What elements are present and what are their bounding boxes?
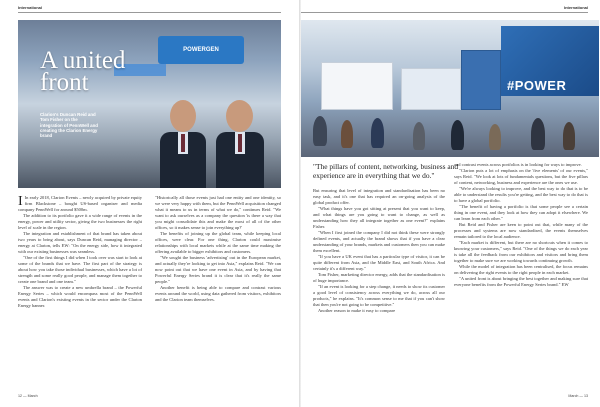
paragraph: Another benefit is being able to compare and contrast various events around the world, using data gathered from visitors, exhibitors and the Clarion team themselves. <box>155 285 281 302</box>
attendee <box>371 118 384 148</box>
paragraph: "We're always looking to improve, and the best way to do that is to be able to understand the results you're getting, and the best way to do that is to have a global portfolio. <box>454 186 588 203</box>
attendee <box>341 120 353 148</box>
paragraph: Another reason to make it easy to compare <box>318 308 396 313</box>
paragraph: and contrast events across portfolios is in looking for ways to improve. <box>454 162 582 167</box>
paragraph: "Each market is different, but there are no shortcuts when it comes to knowing your customers," says Reid. "One of the things we do each year is take all the feedback from our exhibitors and visitors and bring them together to make sure we are working towards continuing growth. <box>454 240 588 263</box>
body-column-2 <box>155 195 281 391</box>
paragraph: The answer was to create a new umbrella brand – the Powerful Energy Series – which would encompass most of the PennWell events and Clarion's existing events in the sector under the Clarion Energy banner. <box>18 285 142 308</box>
right-page <box>301 0 600 407</box>
paragraph: The benefits of joining up the global team, while keeping local offices, were clear. For one thing, Clarion could maximise relationships with local markets while at the same time making the offering available to bigger exhibitors and customers. <box>155 231 281 254</box>
paragraph: "A united front is about bringing the best together and making sure that everyone benefits from the Powerful Energy Series brand." EW <box>454 276 588 287</box>
paragraph: The integration and establishment of that brand has taken about two years to bring about, says Duncan Reid, managing director – energy at Clarion, tells EW: "On the energy side, how it integrated with our existing businesses was seamless. <box>18 231 142 254</box>
section-label: International <box>18 5 43 10</box>
paragraph: But ensuring that level of integration and standardisation has been no easy task, and it's one that has required an on-going analysis of the global product offer. <box>313 188 445 205</box>
paragraph: "Clarion puts a lot of emphasis on the 'five elements' of our events," says Reid. "We look at lots of fundamentals questions, but the five pillars of content, networking, business and experience are the ones we use. <box>454 168 588 185</box>
left-page <box>0 0 299 407</box>
paragraph: The addition to its portfolio gave it a wide range of events in the energy, power and utility sector, giving the two businesses the right level of scale in the region. <box>18 213 142 230</box>
paragraph: "Historically all those events just had one entity and one identity, so we were very happy with them, but the PennWell acquisition changed what it means to us in terms of what we do," continues Reid. "We want to ask ourselves as a company the question 'is there a way that you might consolidate this and make the most of all of the other offices, so it makes sense to join everything up?' <box>155 195 281 230</box>
body-column-1 <box>18 195 142 391</box>
header-rule <box>301 12 588 13</box>
attendee <box>563 122 575 150</box>
event-logo-sign: POWERGEN <box>158 36 244 64</box>
paragraph: "One of the first things I did when I took over was start to look at some of the brands that we have. The first part of the strategy is about how you take those individual businesses, which have a lot of strength and some really good people, and manage them together to create one brand and one team." <box>18 255 142 284</box>
paragraph: "When I first joined the company I did not think these were strongly defined events, and actually the brand shows that if you have a clear understanding of your brands, markets and customers then you can make them excellent. <box>313 230 445 253</box>
attendee <box>313 116 327 146</box>
paragraph: "We sought the business 'advertising' out in the European market, and actually they're looking to get into Asia," explains Reid. "We can now point out that we have one event in Asia, and by having that Powerful Energy Series brand it is clear that it's really the same people." <box>155 255 281 284</box>
hero-photo <box>18 20 281 188</box>
body-column-4 <box>454 162 588 391</box>
headline-line-2: front <box>40 69 89 96</box>
attendee <box>451 120 464 150</box>
paragraph: Tom Fisher, marketing director energy, adds that the standardisation is of huge importance. <box>313 272 445 283</box>
pull-quote: "The pillars of content, networking, business and experience are in everything that we do." <box>313 162 459 180</box>
page-folio: March — 13 <box>568 394 588 398</box>
drop-cap: I <box>18 195 23 209</box>
page-folio: 12 — March <box>18 394 38 398</box>
headline <box>40 47 126 96</box>
paragraph: "What things have you got sitting at present that you want to keep, and what things are you going to want to change, as well as understanding how they all integrate together as one event?" explains Fisher. <box>313 206 445 229</box>
exhibition-hall-photo <box>301 20 599 157</box>
attendee <box>531 118 545 150</box>
standfirst-caption: Clarion's Duncan Reid and Tom Fisher on the integration of PennWell and creating the Clarion Energy brand <box>40 112 98 139</box>
section-label: International <box>563 5 588 10</box>
exhibition-booth <box>461 50 501 110</box>
paragraph: While the model of integration has been centralised, the focus remains on delivering the right events to the right people in each market. <box>454 264 588 275</box>
paragraph <box>18 195 142 213</box>
paragraph: "If an event is looking for a step change, it needs to show its customer a good level of consistency across everything we do, across all our products," he explains. "It's common sense to me that if you can't show that then you're not going to be competitive." <box>313 284 445 307</box>
exhibition-booth <box>401 68 461 110</box>
paragraph-text: In early 2018, Clarion Events – newly acquired by private equity firm Blackstone – bought US-based organiser and media company PennWell for around $500m. <box>18 195 142 212</box>
exhibition-booth <box>321 62 393 110</box>
body-column-3 <box>313 188 445 391</box>
attendee <box>413 122 425 150</box>
attendee <box>489 124 501 150</box>
paragraph: "If you have a UK event that has a particular type of visitor, it can be quite different from Asia, and the Middle East, and South Africa. And certainly it's a different way." <box>313 254 445 271</box>
wall-hashtag: #POWER <box>507 78 567 93</box>
header-rule <box>18 12 281 13</box>
paragraph: But Reid and Fisher are keen to point out that, while many of the processes and systems are now standardised, the events themselves remain tailored to the local audience. <box>454 222 588 239</box>
headline-line-1: A united <box>40 47 126 74</box>
paragraph: "The benefit of having a portfolio is that some people see a certain thing in one event, and they look at how they can adopt it elsewhere. We can learn from each other." <box>454 204 588 221</box>
